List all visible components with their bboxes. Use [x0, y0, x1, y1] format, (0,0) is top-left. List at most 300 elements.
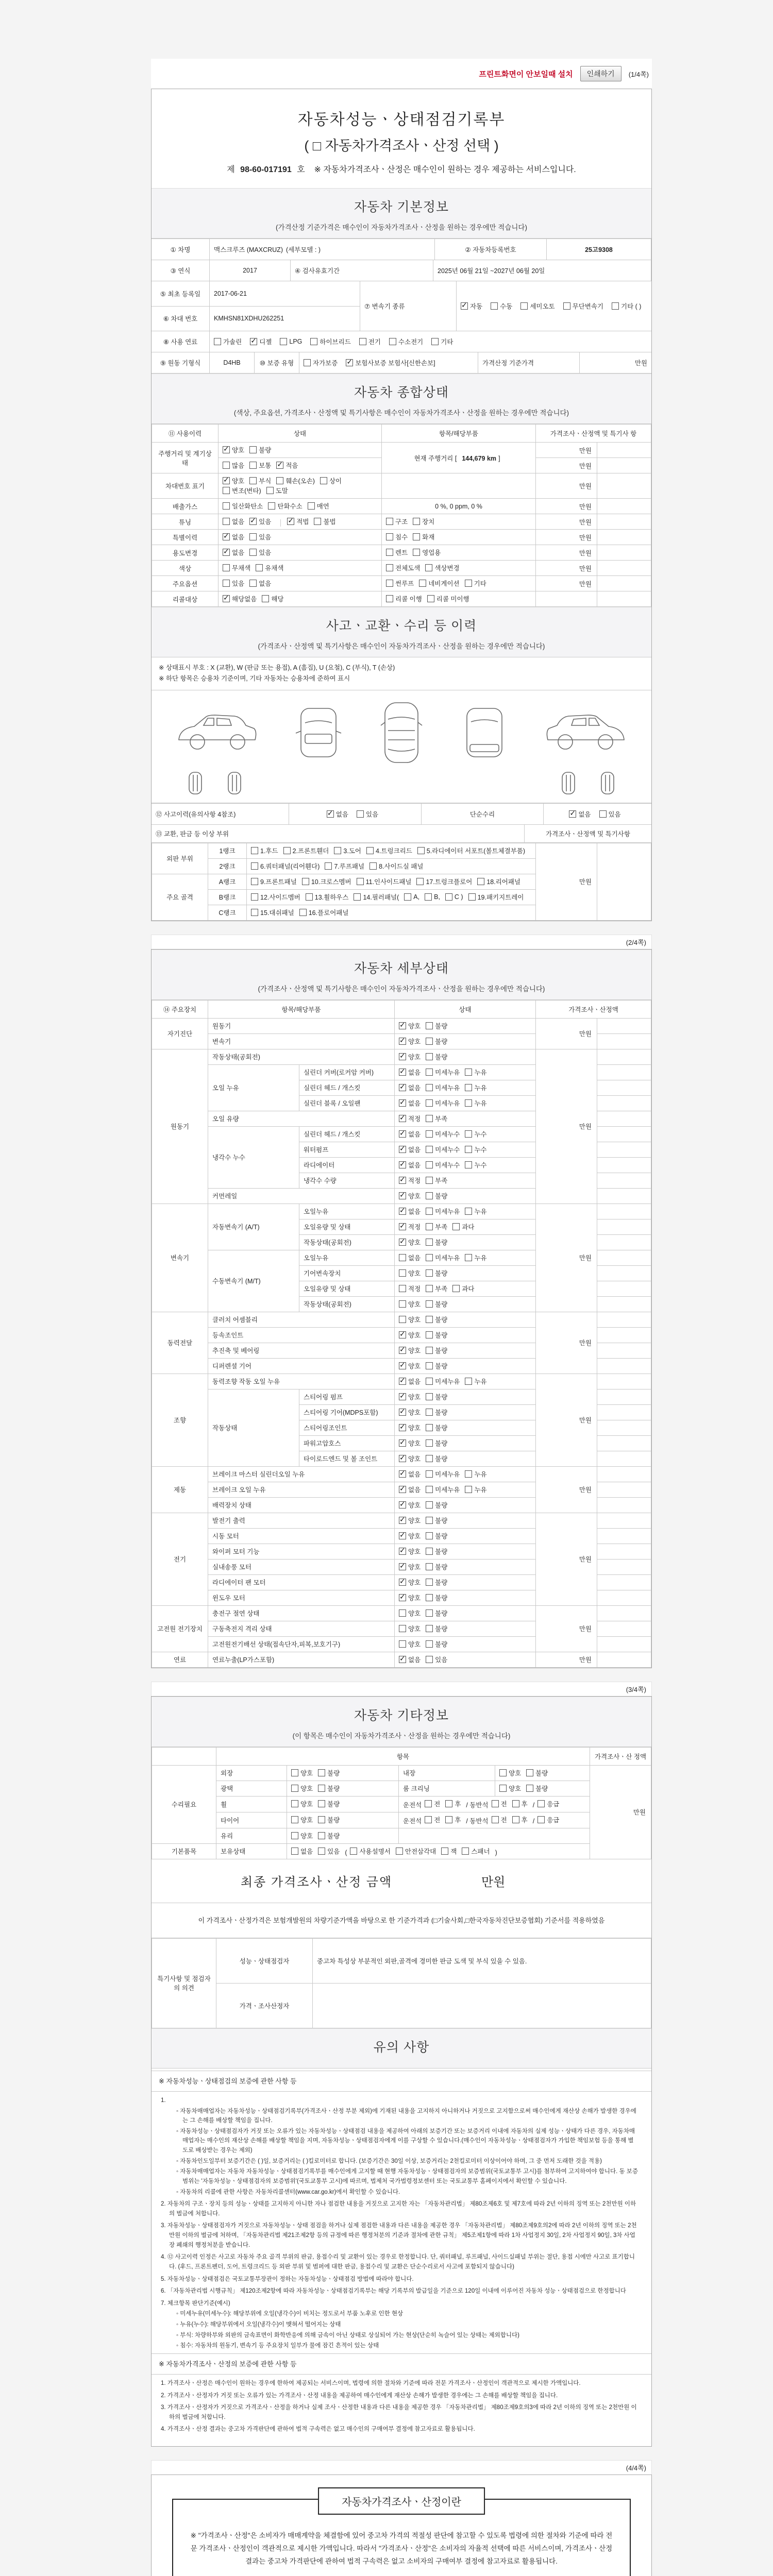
checkbox[interactable]: [492, 1800, 499, 1807]
checkbox[interactable]: [399, 1532, 406, 1539]
option-응급: 응급: [537, 1815, 559, 1824]
checkbox[interactable]: [426, 1439, 433, 1447]
checkbox[interactable]: [445, 893, 452, 901]
checkbox[interactable]: [318, 1800, 325, 1807]
state-cell: [287, 1765, 399, 1781]
checkbox[interactable]: [426, 1146, 433, 1153]
checkbox[interactable]: [369, 862, 377, 870]
checkbox[interactable]: [426, 1038, 433, 1045]
checkbox[interactable]: [465, 1486, 472, 1493]
checkbox[interactable]: [304, 359, 311, 366]
checkbox[interactable]: [214, 338, 221, 345]
checkbox[interactable]: [223, 518, 230, 525]
option-불량: 불량: [426, 1608, 447, 1618]
checkbox[interactable]: [399, 1517, 406, 1524]
checkbox[interactable]: [520, 302, 528, 310]
checkbox[interactable]: [318, 1832, 325, 1839]
checkbox[interactable]: [291, 1848, 298, 1855]
checkbox[interactable]: [251, 878, 258, 885]
checkbox[interactable]: [426, 1239, 433, 1246]
checkbox[interactable]: [426, 1455, 433, 1462]
checkbox[interactable]: [426, 1130, 433, 1138]
checkbox[interactable]: [396, 1848, 403, 1855]
checkbox[interactable]: [426, 1609, 433, 1617]
checkbox[interactable]: [399, 1378, 406, 1385]
checkbox[interactable]: [357, 810, 364, 818]
checkbox[interactable]: [399, 1208, 406, 1215]
checkbox[interactable]: [327, 810, 334, 818]
checkbox[interactable]: [250, 338, 257, 345]
checkbox[interactable]: [399, 1254, 406, 1261]
option-미세누유: 미세누유: [426, 1377, 460, 1386]
option-불량: 불량: [426, 1330, 447, 1340]
option-누유: 누유: [465, 1485, 486, 1494]
print-install-notice[interactable]: 프린트화면이 안보일때 설치: [479, 70, 573, 79]
checkbox[interactable]: [465, 580, 472, 587]
checkbox[interactable]: [354, 893, 361, 901]
checkbox[interactable]: [308, 502, 315, 510]
rank-label: C랭크: [208, 905, 247, 920]
checkbox[interactable]: [465, 1130, 472, 1138]
checkbox[interactable]: [399, 1548, 406, 1555]
checkbox[interactable]: [426, 1316, 433, 1323]
checkbox[interactable]: [569, 810, 576, 818]
checkbox[interactable]: [223, 462, 230, 469]
item-label: 실린더 헤드 / 개스킷: [299, 1080, 395, 1095]
section-basic-subtitle: (가격산정 기준가격은 매수인이 자동차가격조사ㆍ산정을 원하는 경우에만 적습니다): [276, 224, 527, 231]
checkbox[interactable]: [291, 1832, 298, 1839]
checkbox[interactable]: [386, 564, 393, 571]
checkbox[interactable]: [426, 1656, 433, 1663]
state-cell: [219, 499, 382, 514]
option-변조(변타): 변조(변타): [223, 486, 261, 495]
checkbox[interactable]: [251, 847, 258, 854]
checkbox[interactable]: [413, 518, 420, 525]
checkbox[interactable]: [283, 847, 291, 854]
state-cell: [395, 1497, 536, 1513]
option-전: 전: [425, 1815, 440, 1824]
checkbox[interactable]: [426, 1424, 433, 1431]
checkbox[interactable]: [399, 1393, 406, 1400]
state-cell: [287, 1781, 399, 1796]
checkbox[interactable]: [426, 1347, 433, 1354]
checkbox[interactable]: [276, 477, 283, 484]
usage-label: 주행거리 및 계기상태: [152, 443, 219, 473]
checkbox[interactable]: [599, 810, 607, 818]
checkbox[interactable]: [399, 1563, 406, 1570]
checkbox[interactable]: [399, 1161, 406, 1168]
checkbox[interactable]: [306, 893, 313, 901]
checkbox[interactable]: [223, 446, 230, 453]
checkbox[interactable]: [366, 847, 374, 854]
checkbox[interactable]: [537, 1816, 545, 1823]
checkbox[interactable]: [452, 1285, 460, 1292]
checkbox[interactable]: [399, 1192, 406, 1199]
checkbox[interactable]: [499, 1769, 507, 1776]
checkbox[interactable]: [426, 1192, 433, 1199]
checkbox[interactable]: [399, 1486, 406, 1493]
option-불량: 불량: [426, 1516, 447, 1525]
checkbox[interactable]: [399, 1501, 406, 1509]
checkbox[interactable]: [302, 878, 309, 885]
option-양호: ✓ 양호: [223, 445, 244, 454]
checkbox[interactable]: [325, 862, 332, 870]
checkbox[interactable]: [399, 1223, 406, 1230]
checkbox[interactable]: [399, 1038, 406, 1045]
item-cell: [382, 530, 536, 545]
checkbox[interactable]: [413, 549, 420, 556]
option-양호: 양호: [399, 1639, 421, 1649]
text: /: [532, 1801, 535, 1809]
checkbox[interactable]: [465, 1254, 472, 1261]
checkbox[interactable]: [399, 1269, 406, 1277]
checkbox[interactable]: [346, 359, 353, 366]
checkbox[interactable]: [318, 1769, 325, 1776]
print-button[interactable]: 인쇄하기: [580, 66, 621, 81]
checkbox[interactable]: [249, 518, 257, 525]
section-accident-subtitle: (가격조사ㆍ산정액 및 특기사항은 매수인이 자동차가격조사ㆍ산정을 원하는 경우에만 적습니다): [258, 642, 545, 650]
checkbox[interactable]: [426, 1393, 433, 1400]
checkbox[interactable]: [399, 1347, 406, 1354]
checkbox[interactable]: [491, 302, 498, 310]
sub-group-label: 작동상태: [208, 1389, 299, 1466]
checkbox[interactable]: [431, 338, 439, 345]
state-cell: [395, 1389, 536, 1404]
warranty-options: [299, 352, 478, 373]
checkbox[interactable]: [399, 1439, 406, 1447]
section-notice-header: [152, 2028, 651, 2069]
accident-history-rows: [152, 803, 651, 843]
checkbox[interactable]: [399, 1069, 406, 1076]
checkbox[interactable]: [425, 893, 432, 901]
checkbox[interactable]: [223, 502, 230, 510]
checkbox[interactable]: [386, 580, 393, 587]
page-1: [151, 89, 652, 921]
notice-bullet: ◦ 미세누유(미세누수): 해당부위에 오일(냉각수)이 비치는 정도로서 부품 노후로 인한 현상: [176, 2311, 404, 2317]
checkbox[interactable]: [268, 502, 275, 510]
checkbox[interactable]: [426, 1084, 433, 1091]
checkbox[interactable]: [223, 595, 230, 602]
checkbox[interactable]: [291, 1800, 298, 1807]
checkbox[interactable]: [399, 1609, 406, 1617]
checkbox[interactable]: [262, 595, 269, 602]
checkbox[interactable]: [465, 1470, 472, 1478]
price-cell: 만원: [536, 1513, 597, 1605]
device-group-label: 전기: [152, 1513, 208, 1605]
checkbox[interactable]: [399, 1285, 406, 1292]
checkbox[interactable]: [426, 1269, 433, 1277]
checkbox[interactable]: [223, 580, 230, 587]
checkbox[interactable]: [399, 1084, 406, 1091]
checkbox[interactable]: [426, 1625, 433, 1632]
checkbox[interactable]: [399, 1022, 406, 1029]
checkbox[interactable]: [426, 1579, 433, 1586]
option-양호: 양호: [399, 1608, 421, 1618]
checkbox[interactable]: [512, 1816, 519, 1823]
checkbox[interactable]: [465, 1069, 472, 1076]
checkbox[interactable]: [249, 446, 257, 453]
checkbox[interactable]: [426, 1285, 433, 1292]
option-기타 ( ): 기타 ( ): [612, 301, 641, 311]
checkbox[interactable]: [291, 1769, 298, 1776]
checkbox[interactable]: [445, 1800, 452, 1807]
checkbox[interactable]: [445, 1816, 452, 1823]
item-label: 배력장치 상태: [208, 1497, 395, 1513]
checkbox[interactable]: [251, 893, 258, 901]
notice-item: 4. ⑫ 사고이력 인정은 사고로 자동차 주요 골격 부위의 판금, 용접수리 및 교환이 있는 경우로 한정합니다. 단, 쿼터패널, 루프패널, 사이드실패널 부위는 절단, 용접 시에만 사고로 표기합니다. (후드, 프론트펜더, 도어, 트렁크리드 등 외판 부위 및 범퍼에 대한 판금, 용접수리 및 교환은 단순수리로서 사고에 포함되지 않습니다): [161, 2254, 635, 2270]
checkbox[interactable]: [526, 1785, 533, 1792]
checkbox[interactable]: [413, 533, 420, 540]
checkbox[interactable]: [251, 909, 258, 916]
notice-bullet: ◦ 침수: 자동차의 원동기, 변속기 등 주요장치 일부가 물에 잠긴 흔적이 있는 상태: [176, 2343, 379, 2349]
option-A,: A,: [404, 893, 419, 901]
checkbox[interactable]: [280, 338, 287, 345]
option-15.대쉬패널: 15.대쉬패널: [251, 908, 294, 917]
checkbox[interactable]: [399, 1130, 406, 1138]
state-cell: [395, 1173, 536, 1188]
checkbox[interactable]: [426, 1470, 433, 1478]
checkbox[interactable]: [399, 1579, 406, 1586]
table-row: [152, 514, 651, 530]
checkbox[interactable]: [223, 477, 230, 484]
option-3.도어: 3.도어: [334, 846, 361, 855]
checkbox[interactable]: [249, 580, 257, 587]
checkbox[interactable]: [386, 533, 393, 540]
checkbox[interactable]: [399, 1625, 406, 1632]
option-불량: 불량: [426, 1299, 447, 1309]
checkbox[interactable]: [389, 338, 396, 345]
checkbox[interactable]: [416, 878, 424, 885]
option-탄화수소: 탄화수소: [268, 501, 302, 511]
checkbox[interactable]: [249, 477, 257, 484]
checkbox[interactable]: [399, 1656, 406, 1663]
checkbox[interactable]: [399, 1053, 406, 1060]
option-10.크로스멤버: 10.크로스멤버: [302, 877, 351, 886]
checkbox[interactable]: [461, 302, 468, 310]
option-17.트렁크플로어: 17.트렁크플로어: [416, 877, 472, 886]
engine-type-value: D4HB: [210, 352, 255, 373]
accident-history-label: ⑫ 사고이력(유의사항 4참조): [152, 804, 289, 824]
detail-header-item: 항목/해당부품: [208, 1000, 395, 1018]
option-스패너: 스패너: [462, 1846, 490, 1856]
price-cell: 만원: [536, 561, 597, 576]
option-양호: ✓ 양호: [399, 1438, 421, 1448]
checkbox[interactable]: [404, 893, 411, 901]
checkbox[interactable]: [399, 1455, 406, 1462]
document-subtitle: ( □ 자동차가격조사ㆍ산정 선택 ): [304, 138, 499, 154]
checkbox[interactable]: [425, 1800, 432, 1807]
checkbox[interactable]: [512, 1800, 519, 1807]
checkbox[interactable]: [417, 847, 425, 854]
checkbox[interactable]: [426, 1223, 433, 1230]
checkbox[interactable]: [399, 1331, 406, 1338]
checkbox[interactable]: [399, 1115, 406, 1122]
checkbox[interactable]: [223, 564, 230, 571]
checkbox[interactable]: [249, 533, 257, 540]
checkbox[interactable]: [399, 1470, 406, 1478]
checkbox[interactable]: [320, 477, 327, 484]
checkbox[interactable]: [287, 518, 294, 525]
checkbox[interactable]: [249, 462, 257, 469]
option-후: 후: [512, 1815, 528, 1824]
item-label: 시동 모터: [208, 1528, 395, 1544]
checkbox[interactable]: [291, 1816, 298, 1823]
checkbox[interactable]: [266, 487, 274, 494]
checkbox[interactable]: [399, 1146, 406, 1153]
checkbox[interactable]: [537, 1800, 545, 1807]
checkbox[interactable]: [612, 302, 619, 310]
checkbox[interactable]: [425, 564, 432, 571]
option-있음: ✓ 있음: [249, 517, 271, 526]
checkbox[interactable]: [465, 1208, 472, 1215]
tire-rear-left: [227, 771, 242, 795]
checkbox[interactable]: [563, 302, 570, 310]
option-양호: 양호: [399, 1624, 421, 1633]
item-label: 작동상태(공회전): [208, 1049, 395, 1064]
checkbox[interactable]: [426, 1099, 433, 1107]
checkbox[interactable]: [251, 862, 258, 870]
option-불량: 불량: [426, 1547, 447, 1556]
checkbox[interactable]: [426, 1161, 433, 1168]
checkbox[interactable]: [425, 1816, 432, 1823]
blank-cell: [597, 591, 651, 607]
item-cell: 0 %, 0 ppm, 0 %: [382, 499, 536, 514]
checkbox[interactable]: [426, 1548, 433, 1555]
checkbox[interactable]: [426, 1532, 433, 1539]
item-label: 커먼레일: [208, 1188, 395, 1204]
checkbox[interactable]: [426, 1517, 433, 1524]
valid-label: ④ 검사유효기간: [291, 260, 433, 281]
checkbox[interactable]: [426, 1486, 433, 1493]
state-cell: [395, 1605, 536, 1621]
state-cell: [395, 1281, 536, 1296]
checkbox[interactable]: [399, 1300, 406, 1308]
checkbox[interactable]: [299, 909, 307, 916]
option-양호: ✓ 양호: [223, 476, 244, 485]
checkbox[interactable]: [399, 1409, 406, 1416]
checkbox[interactable]: [492, 1816, 499, 1823]
checkbox[interactable]: [465, 1378, 472, 1385]
rank-items: [247, 874, 536, 889]
engine-type-label: ⑨ 원동 기형식: [152, 352, 210, 373]
checkbox[interactable]: [350, 1848, 357, 1855]
checkbox[interactable]: [318, 1848, 325, 1855]
checkbox[interactable]: [357, 878, 364, 885]
checkbox[interactable]: [318, 1816, 325, 1823]
notice-bullet: ◦ 누유(누수): 해당부위에서 오일(냉각수)이 맺혀서 떨어지는 상태: [176, 2321, 341, 2328]
table-row: [152, 1312, 651, 1327]
checkbox[interactable]: [465, 1161, 472, 1168]
option-누유: 누유: [465, 1253, 486, 1262]
checkbox[interactable]: [426, 1022, 433, 1029]
checkbox[interactable]: [465, 1084, 472, 1091]
state-cell: [395, 1574, 536, 1590]
checkbox[interactable]: [426, 1053, 433, 1060]
checkbox[interactable]: [426, 1640, 433, 1648]
blank-cell: [597, 1404, 651, 1420]
checkbox[interactable]: [426, 1501, 433, 1509]
option-해당없음: ✓ 해당없음: [223, 594, 257, 603]
checkbox[interactable]: [426, 1254, 433, 1261]
checkbox[interactable]: [249, 549, 257, 556]
checkbox[interactable]: [462, 1848, 469, 1855]
option-불량: 불량: [426, 1454, 447, 1463]
checkbox[interactable]: [223, 549, 230, 556]
blank-cell: [597, 1204, 651, 1219]
checkbox[interactable]: [314, 518, 321, 525]
option-과다: 과다: [452, 1222, 474, 1231]
rank-group-label: 주요 골격: [152, 874, 208, 920]
usage-label: 튜닝: [152, 514, 219, 530]
checkbox[interactable]: [399, 1177, 406, 1184]
checkbox[interactable]: [426, 1331, 433, 1338]
blank-cell: [597, 1358, 651, 1374]
checkbox[interactable]: [426, 1177, 433, 1184]
checkbox[interactable]: [426, 1378, 433, 1385]
checkbox[interactable]: [441, 1848, 448, 1855]
option-불량: 불량: [426, 1639, 447, 1649]
checkbox[interactable]: [452, 1223, 460, 1230]
checkbox[interactable]: [223, 487, 230, 494]
state-cell: [395, 1482, 536, 1497]
checkbox[interactable]: [499, 1785, 507, 1792]
checkbox[interactable]: [291, 1785, 298, 1792]
checkbox[interactable]: [477, 878, 484, 885]
checkbox[interactable]: [426, 1208, 433, 1215]
checkbox[interactable]: [426, 1409, 433, 1416]
checkbox[interactable]: [310, 338, 317, 345]
checkbox[interactable]: [386, 595, 393, 602]
checkbox[interactable]: [256, 564, 263, 571]
checkbox[interactable]: [399, 1594, 406, 1601]
checkbox[interactable]: [386, 518, 393, 525]
checkbox[interactable]: [399, 1362, 406, 1369]
state-cell: [395, 1636, 536, 1652]
option-네비게이션: 네비게이션: [419, 579, 459, 588]
checkbox[interactable]: [399, 1640, 406, 1648]
checkbox[interactable]: [426, 1115, 433, 1122]
checkbox[interactable]: [276, 462, 283, 469]
checkbox[interactable]: [334, 847, 341, 854]
checkbox[interactable]: [399, 1099, 406, 1107]
checkbox[interactable]: [399, 1239, 406, 1246]
option-양호: ✓ 양호: [399, 1593, 421, 1602]
checkbox[interactable]: [426, 1362, 433, 1369]
car-name-value: 맥스크루즈 (MAXCRUZ): [214, 246, 283, 253]
checkbox[interactable]: [426, 1594, 433, 1601]
section-notice-title: 유의 사항: [373, 2040, 430, 2055]
checkbox[interactable]: [468, 893, 476, 901]
item-label: 광택: [216, 1781, 287, 1796]
checkbox[interactable]: [465, 1146, 472, 1153]
checkbox[interactable]: [399, 1424, 406, 1431]
checkbox[interactable]: [359, 338, 366, 345]
checkbox[interactable]: [426, 1563, 433, 1570]
checkbox[interactable]: [426, 1069, 433, 1076]
item-label: 실린더 커버(로커암 커버): [299, 1064, 395, 1080]
item-label: 충전구 절연 상태: [208, 1605, 395, 1621]
checkbox[interactable]: [419, 580, 426, 587]
checkbox[interactable]: [427, 595, 434, 602]
checkbox[interactable]: [426, 1300, 433, 1308]
checkbox[interactable]: [399, 1316, 406, 1323]
checkbox[interactable]: [386, 549, 393, 556]
option-불량: 불량: [426, 1593, 447, 1602]
checkbox[interactable]: [465, 1099, 472, 1107]
checkbox[interactable]: [318, 1785, 325, 1792]
checkbox[interactable]: [526, 1769, 533, 1776]
checkbox[interactable]: [223, 533, 230, 540]
